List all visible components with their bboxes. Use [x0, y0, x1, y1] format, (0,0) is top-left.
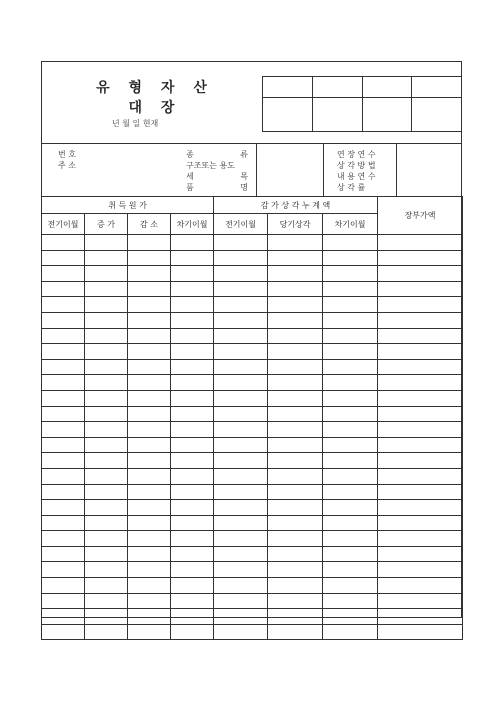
table-cell — [268, 453, 323, 469]
table-cell — [128, 484, 171, 500]
subheader-dep-prior-carryover: 전기이월 — [214, 214, 268, 235]
table-row — [42, 235, 463, 251]
table-cell — [85, 312, 128, 328]
table-cell — [171, 359, 214, 375]
table-cell — [214, 546, 268, 562]
table-cell — [214, 312, 268, 328]
table-cell — [128, 344, 171, 360]
table-cell — [268, 484, 323, 500]
table-cell — [268, 437, 323, 453]
table-cell — [85, 624, 128, 640]
table-cell — [378, 531, 463, 547]
table-cell — [268, 235, 323, 251]
table-cell — [85, 328, 128, 344]
table-cell — [214, 297, 268, 313]
table-cell — [85, 515, 128, 531]
table-cell — [214, 484, 268, 500]
label-address: 주 소 — [58, 161, 76, 170]
table-cell — [323, 406, 378, 422]
table-row — [42, 624, 463, 640]
table-row — [42, 437, 463, 453]
table-cell — [128, 297, 171, 313]
table-cell — [42, 344, 85, 360]
table-row — [42, 562, 463, 578]
table-row — [42, 422, 463, 438]
table-row — [42, 500, 463, 516]
table-cell — [128, 422, 171, 438]
table-cell — [128, 546, 171, 562]
table-cell — [378, 453, 463, 469]
table-row — [42, 312, 463, 328]
table-cell — [171, 281, 214, 297]
table-cell — [214, 359, 268, 375]
table-cell — [378, 328, 463, 344]
table-cell — [128, 562, 171, 578]
table-cell — [85, 437, 128, 453]
table-cell — [323, 437, 378, 453]
table-cell — [268, 281, 323, 297]
table-cell — [42, 312, 85, 328]
info-divider-2 — [323, 143, 324, 196]
table-cell — [268, 390, 323, 406]
table-cell — [323, 500, 378, 516]
table-cell — [128, 453, 171, 469]
table-cell — [42, 578, 85, 594]
table-cell — [128, 531, 171, 547]
table-cell — [323, 546, 378, 562]
table-row — [42, 390, 463, 406]
table-row — [42, 406, 463, 422]
table-cell — [214, 624, 268, 640]
table-cell — [128, 406, 171, 422]
table-cell — [378, 593, 463, 609]
table-cell — [171, 609, 214, 625]
table-cell — [378, 266, 463, 282]
table-cell — [85, 375, 128, 391]
table-cell — [268, 266, 323, 282]
table-cell — [85, 500, 128, 516]
table-cell — [323, 515, 378, 531]
table-cell — [171, 375, 214, 391]
table-cell — [268, 609, 323, 625]
table-cell — [85, 578, 128, 594]
table-cell — [268, 312, 323, 328]
table-cell — [128, 500, 171, 516]
table-cell — [214, 500, 268, 516]
label-extension-years: 연 장 연 수 — [337, 150, 376, 159]
table-cell — [171, 328, 214, 344]
approval-box — [262, 76, 462, 132]
table-cell — [378, 312, 463, 328]
table-row — [42, 546, 463, 562]
label-depreciation-rate: 상 각 률 — [337, 183, 366, 192]
table-cell — [378, 609, 463, 625]
table-cell — [85, 453, 128, 469]
form-title: 유 형 자 산 대 장 — [96, 80, 214, 116]
table-cell — [42, 453, 85, 469]
table-cell — [85, 546, 128, 562]
table-cell — [171, 266, 214, 282]
table-cell — [42, 500, 85, 516]
table-cell — [42, 437, 85, 453]
table-cell — [378, 297, 463, 313]
table-cell — [42, 484, 85, 500]
table-cell — [85, 344, 128, 360]
ledger-body — [42, 235, 463, 640]
as-of-date: 년 월 일 현재 — [112, 119, 159, 128]
table-cell — [171, 546, 214, 562]
table-cell — [42, 406, 85, 422]
table-cell — [128, 390, 171, 406]
header-accumulated-depreciation: 감 가 상 각 누 계 액 — [214, 197, 378, 214]
label-structure-use: 구조또는 용도 — [186, 161, 235, 170]
table-cell — [378, 500, 463, 516]
table-cell — [323, 390, 378, 406]
subheader-prior-carryover: 전기이월 — [42, 214, 85, 235]
table-cell — [378, 562, 463, 578]
table-cell — [214, 281, 268, 297]
table-row — [42, 609, 463, 625]
table-cell — [128, 437, 171, 453]
table-cell — [42, 250, 85, 266]
table-row — [42, 484, 463, 500]
table-cell — [128, 624, 171, 640]
table-cell — [42, 624, 85, 640]
table-cell — [171, 453, 214, 469]
table-cell — [85, 406, 128, 422]
table-cell — [268, 359, 323, 375]
table-cell — [85, 593, 128, 609]
table-row — [42, 250, 463, 266]
table-cell — [171, 515, 214, 531]
table-row — [42, 375, 463, 391]
label-item-name: 품 명 — [186, 183, 248, 192]
table-cell — [323, 250, 378, 266]
table-cell — [85, 250, 128, 266]
table-cell — [323, 266, 378, 282]
table-cell — [214, 609, 268, 625]
table-cell — [85, 281, 128, 297]
table-cell — [268, 546, 323, 562]
table-cell — [42, 531, 85, 547]
table-row — [42, 531, 463, 547]
subheader-next-carryover: 차기이월 — [171, 214, 214, 235]
label-depreciation-method: 상 각 방 법 — [337, 161, 376, 170]
table-cell — [323, 344, 378, 360]
table-row — [42, 453, 463, 469]
table-cell — [85, 235, 128, 251]
table-cell — [214, 406, 268, 422]
table-cell — [128, 312, 171, 328]
table-cell — [214, 562, 268, 578]
table-cell — [128, 609, 171, 625]
table-cell — [214, 344, 268, 360]
table-cell — [214, 235, 268, 251]
table-cell — [268, 250, 323, 266]
table-cell — [378, 375, 463, 391]
table-cell — [128, 266, 171, 282]
table-cell — [323, 359, 378, 375]
table-cell — [323, 375, 378, 391]
table-cell — [42, 468, 85, 484]
table-cell — [378, 624, 463, 640]
label-type: 종 류 — [186, 150, 248, 159]
table-row — [42, 328, 463, 344]
info-divider-3 — [396, 143, 397, 196]
header-acquisition-cost: 취 득 원 가 — [42, 197, 214, 214]
table-cell — [171, 484, 214, 500]
table-cell — [171, 297, 214, 313]
label-useful-life: 내 용 연 수 — [337, 172, 376, 181]
table-cell — [323, 312, 378, 328]
table-cell — [268, 624, 323, 640]
table-cell — [323, 328, 378, 344]
table-cell — [214, 390, 268, 406]
table-cell — [214, 375, 268, 391]
table-cell — [214, 531, 268, 547]
table-row — [42, 359, 463, 375]
table-cell — [378, 484, 463, 500]
table-cell — [171, 235, 214, 251]
table-cell — [171, 593, 214, 609]
table-cell — [268, 328, 323, 344]
table-cell — [323, 578, 378, 594]
table-cell — [42, 359, 85, 375]
subheader-current-depreciation: 당기상각 — [268, 214, 323, 235]
table-cell — [85, 390, 128, 406]
subheader-dep-next-carryover: 차기이월 — [323, 214, 378, 235]
table-cell — [42, 235, 85, 251]
table-cell — [323, 422, 378, 438]
table-cell — [42, 375, 85, 391]
table-cell — [268, 500, 323, 516]
table-cell — [214, 515, 268, 531]
table-cell — [85, 468, 128, 484]
label-number: 번 호 — [58, 150, 76, 159]
table-cell — [268, 297, 323, 313]
table-cell — [42, 266, 85, 282]
table-cell — [268, 531, 323, 547]
table-cell — [85, 422, 128, 438]
table-cell — [42, 515, 85, 531]
table-cell — [214, 266, 268, 282]
table-cell — [268, 406, 323, 422]
table-cell — [378, 359, 463, 375]
table-cell — [323, 624, 378, 640]
table-cell — [378, 422, 463, 438]
table-cell — [85, 359, 128, 375]
table-cell — [378, 578, 463, 594]
table-cell — [85, 609, 128, 625]
table-cell — [42, 546, 85, 562]
table-row — [42, 593, 463, 609]
table-cell — [323, 468, 378, 484]
table-cell — [214, 453, 268, 469]
table-cell — [378, 406, 463, 422]
table-cell — [171, 250, 214, 266]
table-cell — [171, 344, 214, 360]
table-cell — [378, 250, 463, 266]
table-cell — [128, 468, 171, 484]
table-cell — [85, 266, 128, 282]
table-cell — [323, 453, 378, 469]
table-cell — [214, 422, 268, 438]
table-cell — [268, 468, 323, 484]
table-cell — [214, 250, 268, 266]
table-row — [42, 297, 463, 313]
table-cell — [268, 515, 323, 531]
table-cell — [268, 422, 323, 438]
table-cell — [378, 281, 463, 297]
table-cell — [128, 235, 171, 251]
table-row — [42, 281, 463, 297]
table-cell — [42, 609, 85, 625]
table-cell — [323, 531, 378, 547]
table-cell — [128, 250, 171, 266]
table-cell — [323, 593, 378, 609]
table-cell — [214, 578, 268, 594]
table-cell — [323, 484, 378, 500]
table-cell — [42, 593, 85, 609]
table-cell — [378, 235, 463, 251]
table-cell — [171, 422, 214, 438]
label-subitem: 세 목 — [186, 172, 248, 181]
table-cell — [128, 359, 171, 375]
table-row — [42, 468, 463, 484]
table-cell — [171, 312, 214, 328]
table-row — [42, 344, 463, 360]
table-cell — [171, 390, 214, 406]
table-cell — [323, 235, 378, 251]
table-cell — [214, 593, 268, 609]
info-divider-1 — [256, 143, 257, 196]
table-cell — [171, 406, 214, 422]
table-cell — [42, 562, 85, 578]
table-cell — [323, 562, 378, 578]
table-cell — [378, 390, 463, 406]
table-cell — [378, 546, 463, 562]
ledger-table — [41, 196, 462, 618]
table-cell — [128, 281, 171, 297]
table-cell — [171, 562, 214, 578]
table-cell — [85, 297, 128, 313]
divider-top — [41, 143, 462, 144]
table-cell — [85, 531, 128, 547]
table-row — [42, 266, 463, 282]
header-book-value: 장부가액 — [378, 197, 463, 235]
table-cell — [214, 437, 268, 453]
table-cell — [128, 515, 171, 531]
table-cell — [128, 328, 171, 344]
table-cell — [42, 390, 85, 406]
table-cell — [171, 578, 214, 594]
table-cell — [378, 344, 463, 360]
table-cell — [171, 468, 214, 484]
table-cell — [128, 375, 171, 391]
table-cell — [268, 593, 323, 609]
table-cell — [85, 484, 128, 500]
table-cell — [268, 578, 323, 594]
table-cell — [42, 281, 85, 297]
table-row — [42, 578, 463, 594]
subheader-increase: 증 가 — [85, 214, 128, 235]
table-cell — [268, 375, 323, 391]
table-cell — [268, 562, 323, 578]
table-cell — [268, 344, 323, 360]
table-cell — [171, 531, 214, 547]
table-cell — [85, 562, 128, 578]
table-cell — [323, 297, 378, 313]
subheader-decrease: 감 소 — [128, 214, 171, 235]
table-cell — [128, 578, 171, 594]
table-cell — [42, 297, 85, 313]
table-cell — [323, 281, 378, 297]
table-cell — [378, 468, 463, 484]
table-cell — [42, 422, 85, 438]
table-cell — [42, 328, 85, 344]
table-cell — [171, 500, 214, 516]
table-cell — [378, 437, 463, 453]
table-cell — [323, 609, 378, 625]
table-cell — [171, 437, 214, 453]
table-cell — [214, 468, 268, 484]
table-row — [42, 515, 463, 531]
table-cell — [378, 515, 463, 531]
table-cell — [128, 593, 171, 609]
table-cell — [171, 624, 214, 640]
table-cell — [214, 328, 268, 344]
